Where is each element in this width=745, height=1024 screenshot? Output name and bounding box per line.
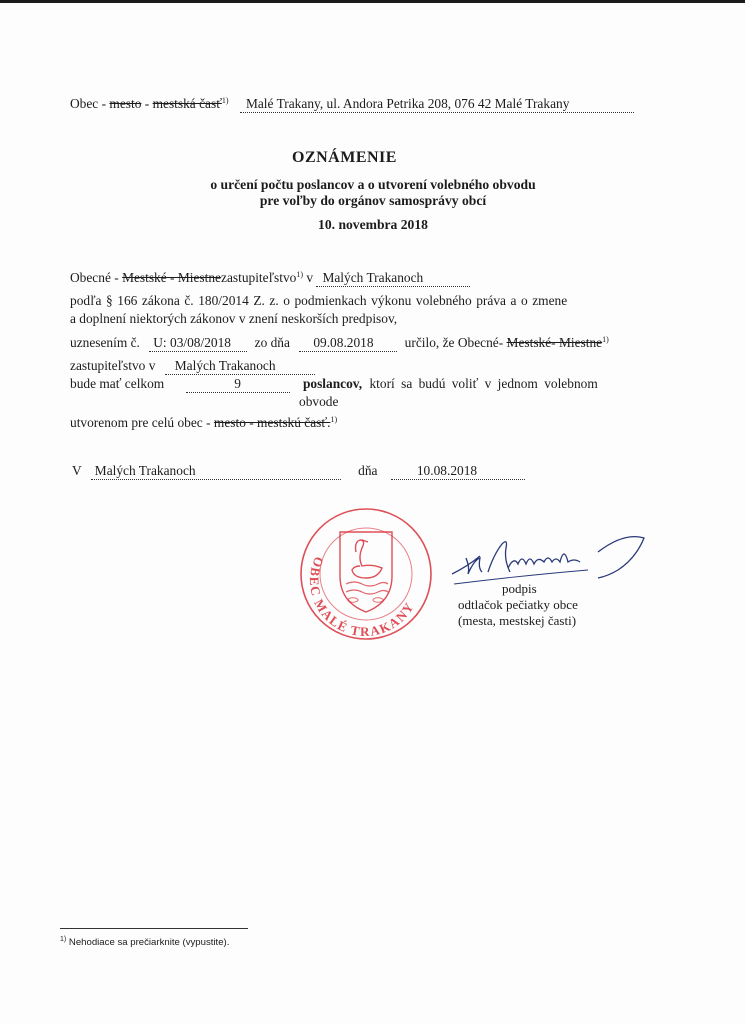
header-obec: Obec - [70,96,107,111]
signature-stamp-note: odtlačok pečiatky obce [458,597,578,612]
document-title: OZNÁMENIE [292,149,397,166]
district-footnote-mark: 1) [330,415,338,424]
deputies-label: bude mať celkom [70,376,165,391]
deputies-count-line [70,376,645,393]
header-address: Malé Trakany, ul. Andora Petrika 208, 076 42 Malé Trakany [240,96,634,113]
footnote-text: Nehodiace sa prečiarknite (vypustite). [68,937,230,948]
council-place-label: zastupiteľstvo v [70,358,156,373]
district-line [70,415,337,431]
council-suffix: zastupiteľstvo [221,270,297,285]
signature-block [458,581,578,629]
council-place: Malých Trakanoch [316,270,470,287]
footnote-rule [60,928,248,929]
footnote [60,936,229,948]
resolution-footnote-mark: 1) [602,335,609,344]
district-prefix: utvorenom pre celú obec - [70,415,211,430]
header-mesto-struck: mesto [109,96,142,111]
resolution-label: uznesením č. [70,335,140,350]
resolution-struck-types: Mestské- Miestne [506,335,603,350]
header-mestska-cast-struck: mestská časť [152,96,222,111]
council-place-value: Malých Trakanoch [165,358,315,375]
svg-text:OBEC MALÉ TRAKANY [307,555,417,639]
municipality-seal-stamp [296,504,436,644]
council-v: v [306,270,314,285]
deputies-obvode: obvode [299,394,339,409]
resolution-date: 09.08.2018 [299,335,397,352]
footnote-mark: 1) [60,936,67,943]
council-place-line [70,358,315,375]
council-line [70,270,470,287]
signing-line [72,463,525,480]
signing-place: Malých Trakanoch [91,463,341,480]
resolution-zo-dna: zo dňa [254,335,290,350]
signing-date: 10.08.2018 [391,463,525,480]
page-top-border [0,0,745,3]
resolution-line [70,335,609,352]
signing-dna: dňa [358,463,378,478]
council-struck-types: Mestské - Miestne [122,270,221,285]
law-reference-line: podľa § 166 zákona č. 180/2014 Z. z. o podmienkach výkonu volebného práva a o zmene [70,293,568,308]
district-struck: mesto - mestskú časť. [213,415,331,430]
resolution-urcilo: určilo, že Obecné- [404,335,504,350]
council-footnote-mark: 1) [296,270,304,279]
header-dash: - [144,96,150,111]
municipality-header [70,96,634,113]
seal-text: OBEC MALÉ TRAKANY [306,554,418,640]
signing-v: V [72,463,82,478]
resolution-number: U: 03/08/2018 [149,335,247,352]
subtitle-line-1: o určení počtu poslancov a o utvorení volebného obvodu [210,177,536,192]
header-footnote-mark: 1) [221,96,229,105]
deputies-rest: ktorí sa budú voliť v jednom volebnom [369,376,598,391]
subtitle-line-2: pre voľby do orgánov samosprávy obcí [259,193,487,208]
election-date: 10. novembra 2018 [318,217,428,232]
deputies-count: 9 [186,376,290,393]
council-prefix: Obecné - [70,270,119,285]
signature-podpis: podpis [502,581,537,596]
deputies-word: poslancov, [302,376,363,391]
signature-stamp-note-2: (mesta, mestskej časti) [458,613,577,628]
law-amendment-line: a doplnení niektorých zákonov v znení neskorších predpisov, [70,311,398,326]
